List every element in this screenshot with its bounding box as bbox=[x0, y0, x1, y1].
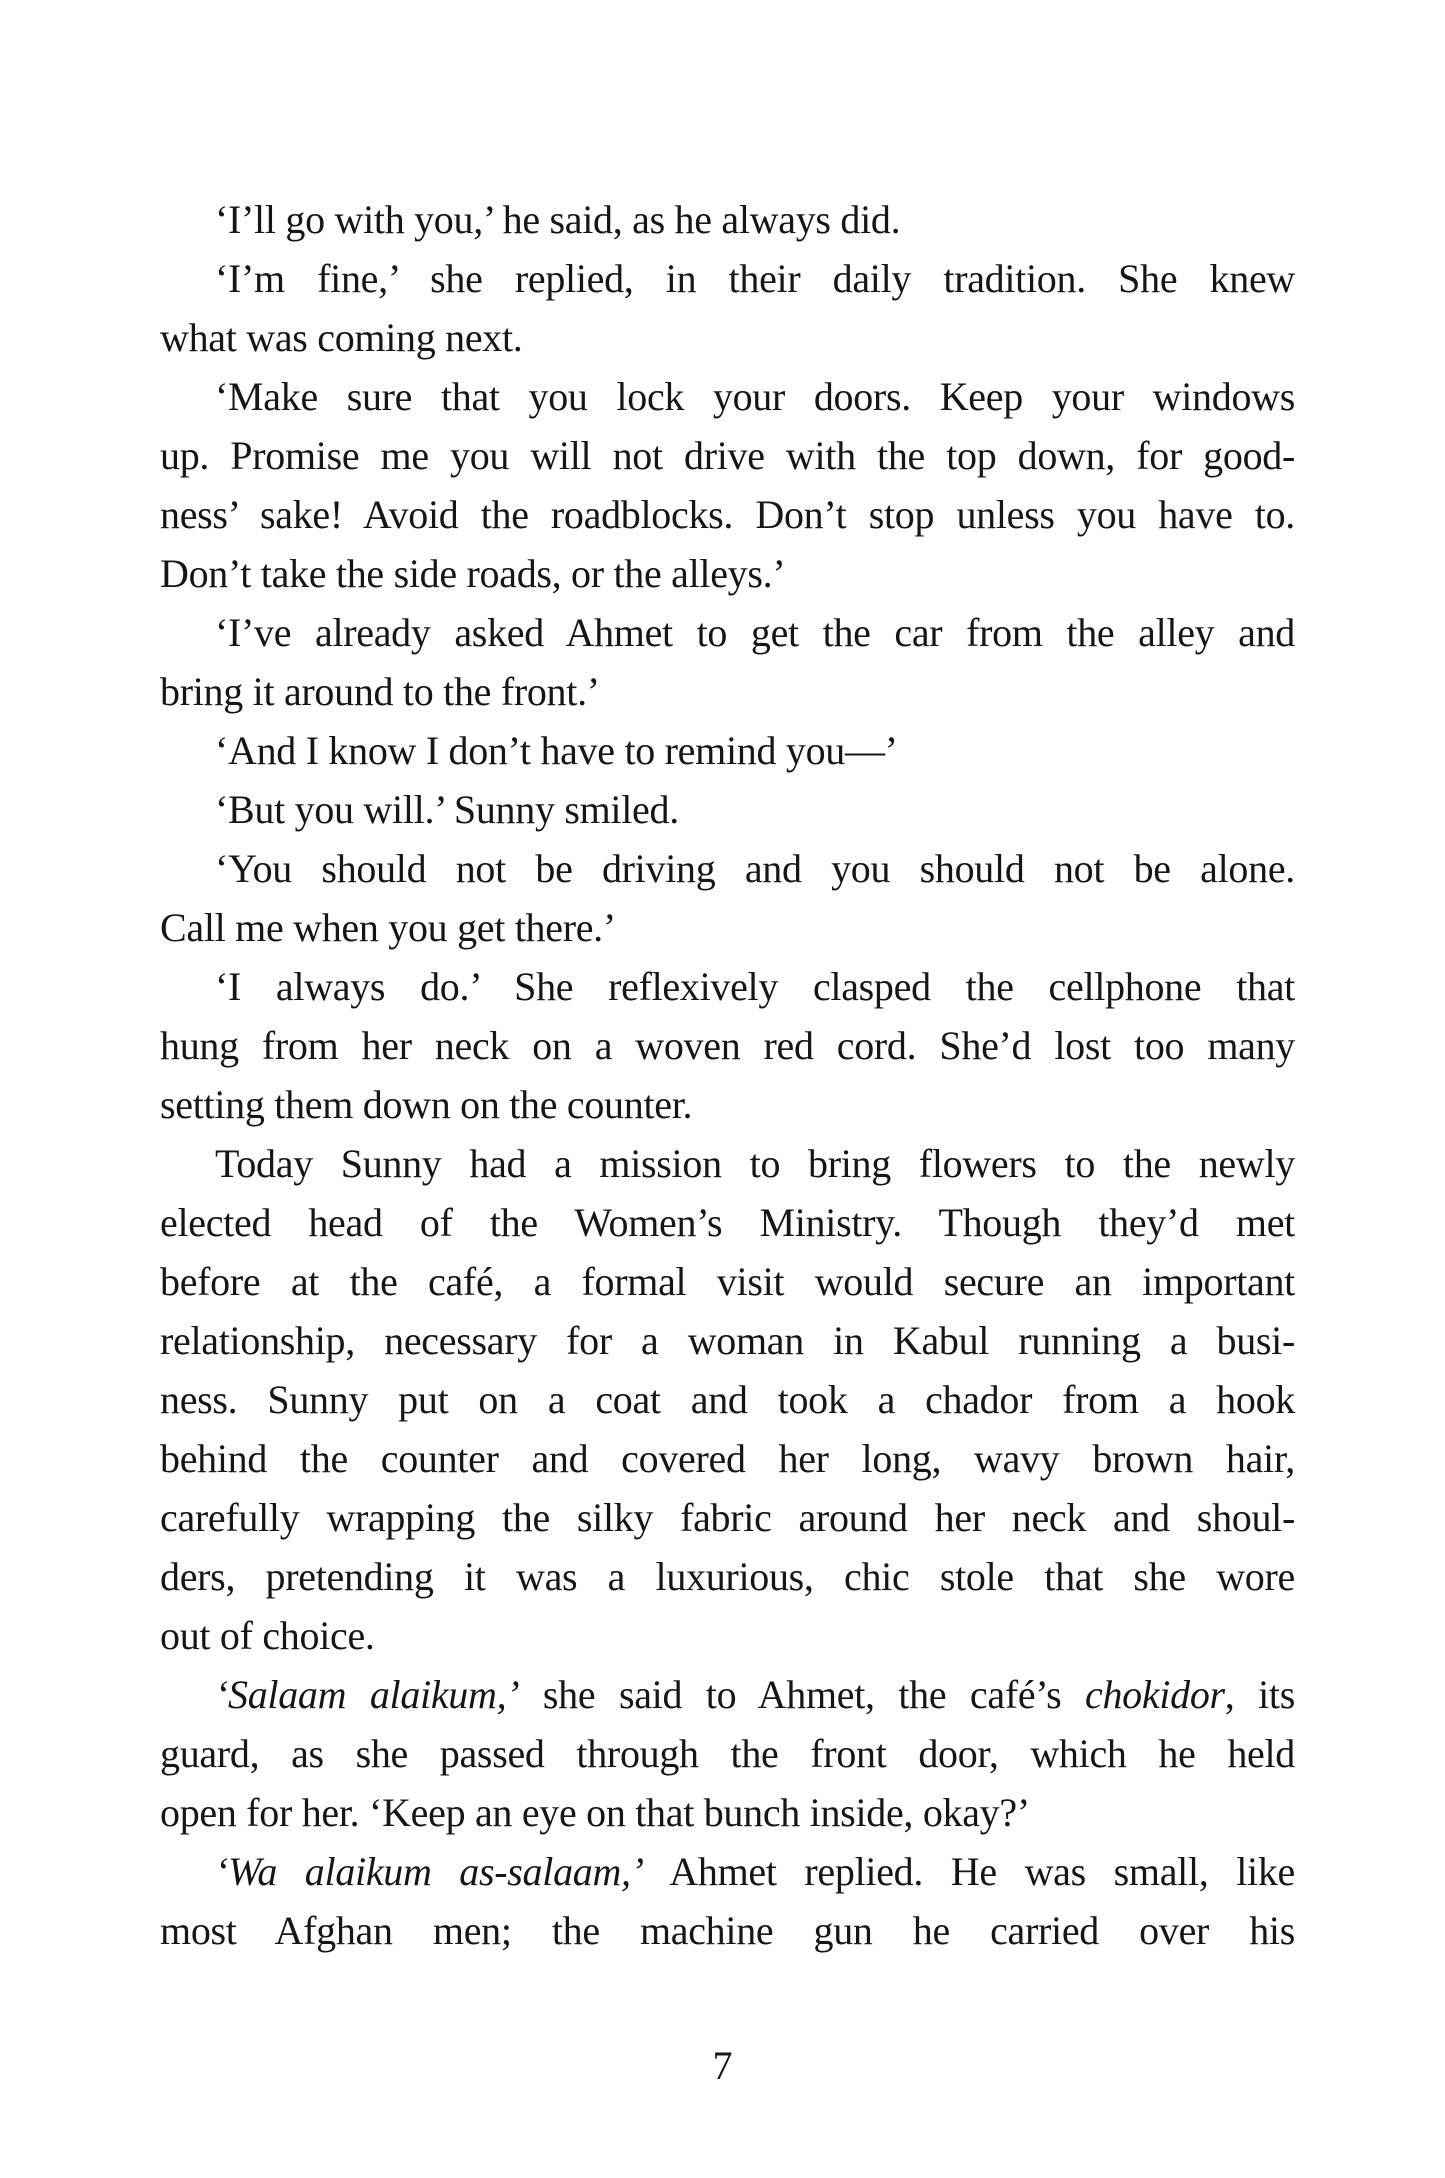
italic-text-segment: ‘Wa alaikum as-salaam,’ bbox=[215, 1849, 644, 1894]
text-segment: most Afghan men; the machine gun he carried over his bbox=[160, 1908, 1295, 1953]
italic-text-segment: ‘Salaam alaikum,’ bbox=[215, 1672, 520, 1717]
paragraph bbox=[160, 190, 1295, 249]
text-segment: before at the café, a formal visit would secure an important bbox=[160, 1259, 1295, 1304]
text-segment: open for her. ‘Keep an eye on that bunch inside, okay?’ bbox=[160, 1790, 1030, 1835]
text-line bbox=[160, 957, 1295, 1016]
paragraph bbox=[160, 839, 1295, 957]
text-line bbox=[160, 1370, 1295, 1429]
text-line bbox=[160, 1488, 1295, 1547]
paragraph bbox=[160, 1665, 1295, 1842]
text-segment: setting them down on the counter. bbox=[160, 1082, 693, 1127]
text-segment: ‘And I know I don’t have to remind you—’ bbox=[215, 728, 898, 773]
text-segment: ders, pretending it was a luxurious, chic stole that she wore bbox=[160, 1554, 1295, 1599]
text-line bbox=[160, 1783, 1295, 1842]
text-line bbox=[160, 1724, 1295, 1783]
text-line bbox=[160, 1016, 1295, 1075]
text-segment: up. Promise me you will not drive with the top down, for good- bbox=[160, 433, 1295, 478]
text-segment: she said to Ahmet, the café’s bbox=[519, 1672, 1085, 1717]
text-line bbox=[160, 308, 1295, 367]
paragraph bbox=[160, 1842, 1295, 1960]
italic-text-segment: chokidor bbox=[1085, 1672, 1225, 1717]
text-line bbox=[160, 603, 1295, 662]
text-line bbox=[160, 249, 1295, 308]
text-line bbox=[160, 1547, 1295, 1606]
text-line bbox=[160, 1665, 1295, 1724]
text-segment: out of choice. bbox=[160, 1613, 375, 1658]
text-line bbox=[160, 1193, 1295, 1252]
text-segment: guard, as she passed through the front door, which he held bbox=[160, 1731, 1295, 1776]
text-segment: ‘I always do.’ She reflexively clasped the cellphone that bbox=[215, 964, 1295, 1009]
paragraph bbox=[160, 780, 1295, 839]
text-line bbox=[160, 1075, 1295, 1134]
text-segment: Today Sunny had a mission to bring flowers to the newly bbox=[215, 1141, 1295, 1186]
text-segment: ‘I’ve already asked Ahmet to get the car from the alley and bbox=[215, 610, 1295, 655]
paragraph bbox=[160, 603, 1295, 721]
text-segment: elected head of the Women’s Ministry. Though they’d met bbox=[160, 1200, 1295, 1245]
text-segment: relationship, necessary for a woman in Kabul running a busi- bbox=[160, 1318, 1295, 1363]
text-segment: ‘You should not be driving and you should not be alone. bbox=[215, 846, 1295, 891]
text-line bbox=[160, 839, 1295, 898]
text-segment: bring it around to the front.’ bbox=[160, 669, 600, 714]
text-segment: behind the counter and covered her long, wavy brown hair, bbox=[160, 1436, 1295, 1481]
paragraph bbox=[160, 367, 1295, 603]
text-segment: ‘But you will.’ Sunny smiled. bbox=[215, 787, 679, 832]
text-line bbox=[160, 367, 1295, 426]
text-line bbox=[160, 1311, 1295, 1370]
text-line bbox=[160, 485, 1295, 544]
text-segment: Don’t take the side roads, or the alleys.’ bbox=[160, 551, 786, 596]
text-line bbox=[160, 1606, 1295, 1665]
text-line bbox=[160, 780, 1295, 839]
page-text bbox=[160, 190, 1295, 1960]
text-line bbox=[160, 1429, 1295, 1488]
text-segment: Ahmet replied. He was small, like bbox=[643, 1849, 1295, 1894]
text-segment: ‘I’ll go with you,’ he said, as he always did. bbox=[215, 197, 901, 242]
paragraph bbox=[160, 249, 1295, 367]
text-line bbox=[160, 1842, 1295, 1901]
paragraph bbox=[160, 957, 1295, 1134]
text-line bbox=[160, 426, 1295, 485]
text-line bbox=[160, 721, 1295, 780]
text-line bbox=[160, 190, 1295, 249]
text-segment: ‘I’m fine,’ she replied, in their daily tradition. She knew bbox=[215, 256, 1295, 301]
text-segment: carefully wrapping the silky fabric around her neck and shoul- bbox=[160, 1495, 1295, 1540]
text-segment: Call me when you get there.’ bbox=[160, 905, 616, 950]
text-line bbox=[160, 1252, 1295, 1311]
page-number: 7 bbox=[712, 2043, 733, 2088]
paragraph bbox=[160, 1134, 1295, 1665]
text-segment: what was coming next. bbox=[160, 315, 523, 360]
text-line bbox=[160, 1901, 1295, 1960]
text-segment: , its bbox=[1224, 1672, 1295, 1717]
text-segment: ‘Make sure that you lock your doors. Keep your windows bbox=[215, 374, 1295, 419]
text-segment: ness’ sake! Avoid the roadblocks. Don’t stop unless you have to. bbox=[160, 492, 1295, 537]
text-line bbox=[160, 1134, 1295, 1193]
text-line bbox=[160, 662, 1295, 721]
text-line bbox=[160, 544, 1295, 603]
paragraph bbox=[160, 721, 1295, 780]
text-line bbox=[160, 898, 1295, 957]
text-segment: hung from her neck on a woven red cord. She’d lost too many bbox=[160, 1023, 1295, 1068]
text-segment: ness. Sunny put on a coat and took a chador from a hook bbox=[160, 1377, 1295, 1422]
